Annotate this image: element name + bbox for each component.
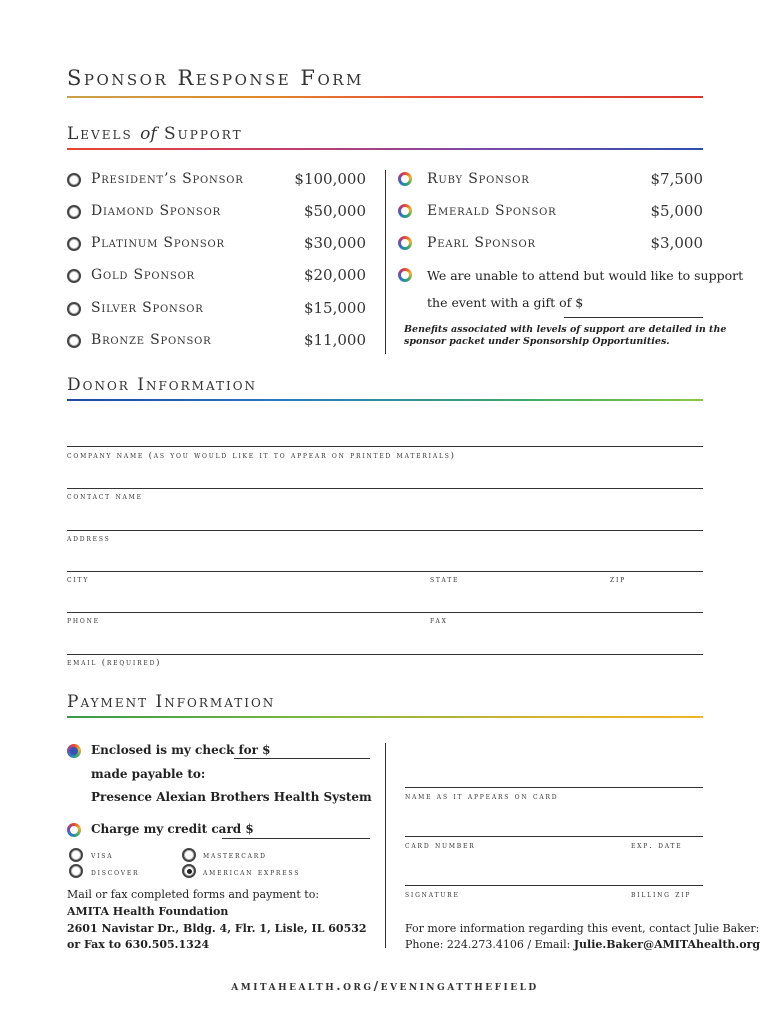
- level-amount-bronze: $11,000: [303, 331, 366, 349]
- contact-phone: Phone: 224.273.4106 / Email:: [405, 938, 574, 951]
- card-number-label: card number: [405, 841, 476, 851]
- levels-heading-prefix: Levels: [67, 124, 133, 144]
- city-state-zip-field[interactable]: [67, 571, 703, 572]
- gift-text-line1: We are unable to attend but would like to support: [427, 268, 744, 283]
- radio-gold-sponsor[interactable]: [67, 269, 81, 283]
- payable-to-label: made payable to:: [91, 767, 206, 781]
- title-rule: [67, 96, 703, 98]
- city-label: city: [67, 575, 90, 585]
- level-label-diamond: Diamond Sponsor: [91, 203, 221, 219]
- check-amount-input[interactable]: [234, 758, 370, 759]
- company-name-label: company name (as you would like it to appear on printed materials): [67, 451, 456, 461]
- contact-name-label: contact name: [67, 492, 143, 502]
- benefits-note-line2: sponsor packet under Sponsorship Opportunities.: [404, 336, 670, 347]
- contact-name-field[interactable]: [67, 488, 703, 489]
- address-field[interactable]: [67, 530, 703, 531]
- name-on-card-field[interactable]: [405, 787, 703, 788]
- radio-pay-by-check[interactable]: [67, 744, 81, 758]
- level-amount-presidents: $100,000: [294, 170, 366, 188]
- fax-number: or Fax to 630.505.1324: [67, 938, 210, 951]
- radio-mastercard[interactable]: [182, 848, 196, 862]
- mastercard-label: mastercard: [203, 851, 267, 861]
- exp-date-label: exp. date: [631, 841, 683, 851]
- form-title: Sponsor Response Form: [67, 66, 364, 90]
- credit-amount-input[interactable]: [222, 838, 370, 839]
- donor-rule: [67, 399, 703, 401]
- levels-heading-suffix: Support: [164, 124, 243, 144]
- address-label: address: [67, 534, 111, 544]
- credit-label: Charge my credit card $: [91, 822, 254, 836]
- levels-rule: [67, 148, 703, 150]
- info-text: For more information regarding this event, contact Julie Baker:: [405, 922, 760, 935]
- level-amount-gold: $20,000: [303, 266, 366, 284]
- email-field[interactable]: [67, 654, 703, 655]
- discover-label: discover: [91, 868, 140, 878]
- card-number-field[interactable]: [405, 836, 703, 837]
- level-amount-diamond: $50,000: [303, 202, 366, 220]
- fax-label: fax: [430, 616, 448, 626]
- payment-rule: [67, 716, 703, 718]
- phone-fax-field[interactable]: [67, 612, 703, 613]
- payment-divider: [385, 743, 386, 948]
- state-label: state: [430, 575, 460, 585]
- level-amount-silver: $15,000: [303, 299, 366, 317]
- payee-name: Presence Alexian Brothers Health System: [91, 790, 372, 804]
- radio-visa[interactable]: [69, 848, 83, 862]
- level-label-bronze: Bronze Sponsor: [91, 332, 212, 348]
- level-label-ruby: Ruby Sponsor: [427, 171, 530, 187]
- level-label-emerald: Emerald Sponsor: [427, 203, 557, 219]
- level-amount-emerald: $5,000: [650, 202, 703, 220]
- company-name-field[interactable]: [67, 446, 703, 447]
- level-amount-platinum: $30,000: [303, 234, 366, 252]
- level-label-gold: Gold Sponsor: [91, 267, 195, 283]
- level-label-presidents: President’s Sponsor: [91, 171, 244, 187]
- payment-heading: Payment Information: [67, 692, 276, 712]
- contact-email-link[interactable]: Julie.Baker@AMITAhealth.org: [573, 938, 761, 951]
- signature-label: signature: [405, 890, 460, 900]
- name-on-card-label: name as it appears on card: [405, 792, 559, 802]
- radio-diamond-sponsor[interactable]: [67, 205, 81, 219]
- level-label-platinum: Platinum Sponsor: [91, 235, 225, 251]
- footer-url[interactable]: amitahealth.org/eveningatthefield: [231, 978, 539, 993]
- radio-bronze-sponsor[interactable]: [67, 334, 81, 348]
- benefits-note-line1: Benefits associated with levels of support are detailed in the: [404, 324, 727, 335]
- mail-instructions: Mail or fax completed forms and payment to:: [67, 888, 320, 901]
- signature-field[interactable]: [405, 885, 703, 886]
- email-label: email (required): [67, 658, 162, 668]
- radio-american-express[interactable]: [182, 864, 196, 878]
- radio-silver-sponsor[interactable]: [67, 302, 81, 316]
- levels-divider: [385, 170, 386, 354]
- radio-presidents-sponsor[interactable]: [67, 173, 81, 187]
- gift-text-line2: the event with a gift of $: [427, 295, 584, 310]
- radio-pearl-sponsor[interactable]: [398, 236, 412, 250]
- levels-heading: [67, 124, 243, 144]
- level-label-pearl: Pearl Sponsor: [427, 235, 536, 251]
- zip-label: zip: [610, 575, 626, 585]
- billing-zip-label: billing zip: [631, 890, 692, 900]
- radio-pay-by-credit[interactable]: [67, 823, 81, 837]
- radio-emerald-sponsor[interactable]: [398, 204, 412, 218]
- level-label-silver: Silver Sponsor: [91, 300, 204, 316]
- check-label: Enclosed is my check for $: [91, 743, 271, 757]
- level-amount-pearl: $3,000: [650, 234, 703, 252]
- visa-label: visa: [91, 851, 114, 861]
- contact-line: [405, 938, 760, 951]
- foundation-address: 2601 Navistar Dr., Bldg. 4, Flr. 1, Lisle, IL 60532: [67, 922, 367, 935]
- donor-heading: Donor Information: [67, 375, 258, 395]
- radio-platinum-sponsor[interactable]: [67, 237, 81, 251]
- amex-label: american express: [203, 868, 301, 878]
- radio-gift-option[interactable]: [398, 268, 412, 282]
- gift-amount-input[interactable]: [564, 317, 703, 318]
- level-amount-ruby: $7,500: [650, 170, 703, 188]
- radio-ruby-sponsor[interactable]: [398, 172, 412, 186]
- levels-heading-of: of: [140, 124, 157, 144]
- phone-label: phone: [67, 616, 100, 626]
- radio-discover[interactable]: [69, 864, 83, 878]
- foundation-name: AMITA Health Foundation: [67, 905, 229, 918]
